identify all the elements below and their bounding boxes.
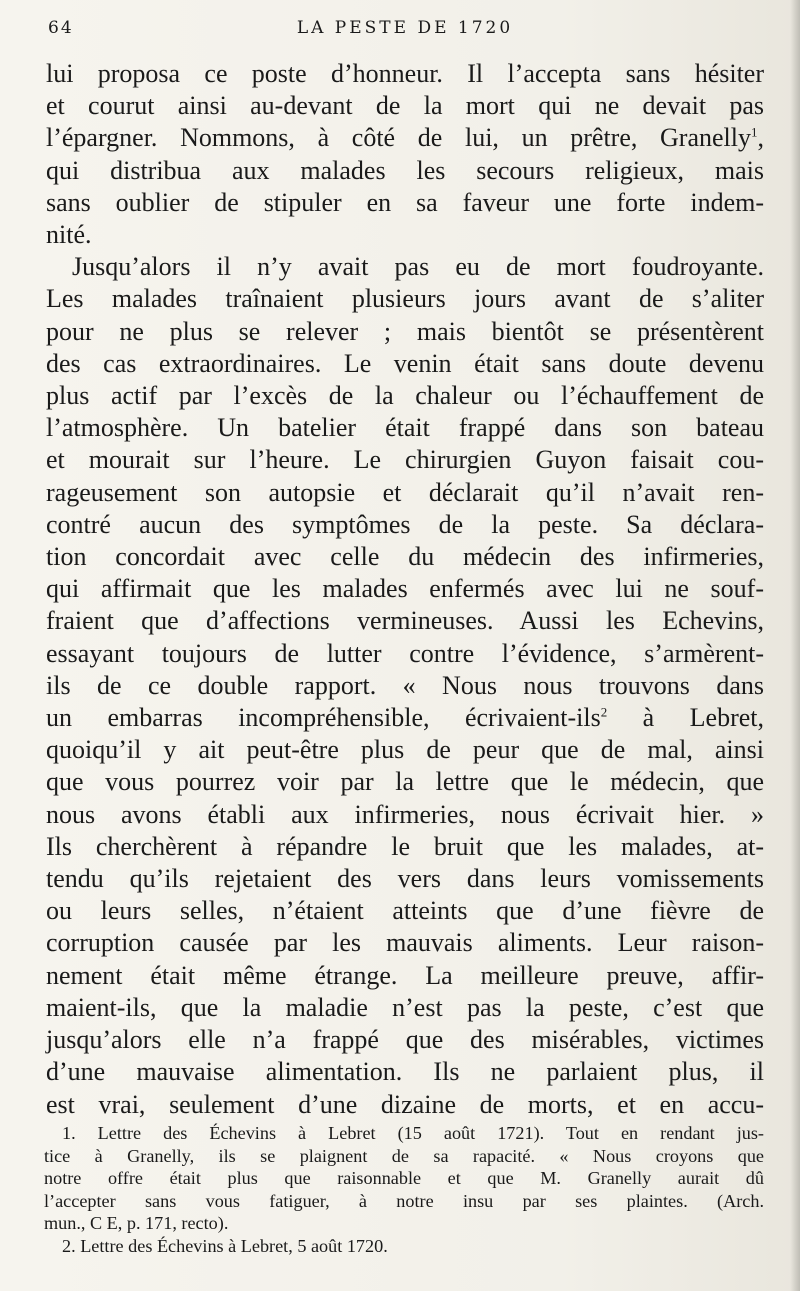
text-line	[46, 412, 764, 444]
line-text: Ils cherchèrent à répandre le bruit que les malades, at-	[46, 831, 764, 861]
line-text: 2. Lettre des Échevins à Lebret, 5 août 1720.	[62, 1235, 388, 1256]
line-text: fraient que d’affections vermineuses. Aussi les Echevins,	[46, 606, 764, 636]
text-line	[44, 1167, 764, 1190]
line-text: ils de ce double rapport. « Nous nous trouvons dans	[46, 670, 764, 700]
text-line	[46, 1024, 764, 1056]
body-text	[46, 58, 764, 1121]
text-line	[46, 573, 764, 605]
line-text: et mourait sur l’heure. Le chirurgien Guyon faisait cou-	[46, 445, 764, 475]
line-text: tion concordait avec celle du médecin des infirmeries,	[46, 542, 764, 572]
line-text: contré aucun des symptômes de la peste. Sa déclara-	[46, 509, 764, 539]
text-line	[46, 380, 764, 412]
line-text: 1. Lettre des Échevins à Lebret (15 août 1721). Tout en rendant jus-	[62, 1123, 764, 1143]
line-text: un embarras incompréhensible, écrivaient-ils	[46, 703, 601, 733]
line-text: quoiqu’il y ait peut-être plus de peur que de mal, ainsi	[46, 735, 764, 765]
text-line	[46, 831, 764, 863]
text-line	[46, 477, 764, 509]
text-line	[46, 638, 764, 670]
line-text: d’une mauvaise alimentation. Ils ne parlaient plus, il	[46, 1057, 764, 1087]
text-line	[46, 122, 764, 154]
line-text: l’atmosphère. Un batelier était frappé dans son bateau	[46, 413, 764, 443]
paragraph	[46, 58, 764, 251]
line-text: jusqu’alors elle n’a frappé que des misérables, victimes	[46, 1025, 764, 1055]
text-line	[46, 734, 764, 766]
text-line	[46, 155, 764, 187]
text-line	[44, 1122, 764, 1145]
running-title: LA PESTE DE 1720	[296, 18, 514, 38]
line-text: plus actif par l’excès de la chaleur ou l’échauffement de	[46, 381, 764, 411]
line-text: Les malades traînaient plusieurs jours avant de s’aliter	[46, 284, 764, 314]
text-line	[46, 960, 764, 992]
line-text: maient-ils, que la maladie n’est pas la peste, c’est que	[46, 992, 764, 1022]
line-text: mun., C E, p. 171, recto).	[44, 1213, 229, 1234]
line-text: essayant toujours de lutter contre l’évidence, s’armèrent-	[46, 638, 764, 668]
line-text: Jusqu’alors il n’y avait pas eu de mort foudroyante.	[72, 252, 764, 282]
footnote	[44, 1235, 764, 1258]
line-text: pour ne plus se relever ; mais bientôt se présentèrent	[46, 316, 764, 346]
line-text-after: ,	[757, 123, 764, 153]
line-text: des cas extraordinaires. Le venin était sans doute devenu	[46, 348, 764, 378]
text-line	[46, 187, 764, 219]
line-text: qui affirmait que les malades enfermés avec lui ne souf-	[46, 574, 764, 604]
line-text: l’accepter sans vous fatiguer, à notre insu par ses plaintes. (Arch.	[44, 1190, 764, 1211]
text-line	[46, 670, 764, 702]
page-number: 64	[48, 18, 74, 38]
text-line	[44, 1212, 764, 1235]
text-line	[46, 895, 764, 927]
text-line	[46, 316, 764, 348]
line-text: corruption causée par les mauvais aliments. Leur raison-	[46, 928, 764, 958]
text-line	[46, 219, 764, 251]
text-line	[46, 863, 764, 895]
line-text: ou leurs selles, n’étaient atteints que d’une fièvre de	[46, 896, 764, 926]
footnote	[44, 1122, 764, 1235]
text-line	[46, 348, 764, 380]
footnotes	[44, 1122, 764, 1258]
text-line	[46, 90, 764, 122]
text-line	[46, 444, 764, 476]
text-line	[46, 799, 764, 831]
line-text: lui proposa ce poste d’honneur. Il l’accepta sans hésiter	[46, 59, 764, 88]
paragraph	[46, 251, 764, 1120]
text-line	[46, 927, 764, 959]
text-line	[46, 605, 764, 637]
text-line	[46, 1056, 764, 1088]
line-text-after: à Lebret,	[607, 703, 764, 733]
line-text: nous avons établi aux infirmeries, nous écrivait hier. »	[46, 799, 764, 829]
line-text: et courut ainsi au-devant de la mort qui ne devait pas	[46, 91, 764, 121]
text-line	[46, 541, 764, 573]
line-text: qui distribua aux malades les secours religieux, mais	[46, 155, 764, 185]
line-text: est vrai, seulement d’une dizaine de morts, et en accu-	[46, 1089, 764, 1119]
line-text: tice à Granelly, ils se plaignent de sa rapacité. « Nous croyons que	[44, 1145, 764, 1166]
line-text: que vous pourrez voir par la lettre que le médecin, que	[46, 767, 764, 797]
text-line	[46, 1089, 764, 1121]
line-text: sans oublier de stipuler en sa faveur une forte indem-	[46, 187, 764, 217]
text-line	[46, 766, 764, 798]
line-text: rageusement son autopsie et déclarait qu’il n’avait ren-	[46, 477, 764, 507]
text-line	[46, 58, 764, 90]
footnote-reference: 2	[600, 704, 608, 720]
text-line	[44, 1235, 764, 1258]
text-line	[46, 702, 764, 734]
line-text: nement était même étrange. La meilleure preuve, affir-	[46, 960, 764, 990]
line-text: tendu qu’ils rejetaient des vers dans leurs vomissements	[46, 864, 764, 894]
line-text: l’épargner. Nommons, à côté de lui, un prêtre, Granelly	[46, 123, 751, 153]
line-text: notre offre était plus que raisonnable et que M. Granelly aurait dû	[44, 1168, 764, 1189]
text-line	[46, 509, 764, 541]
text-line	[46, 283, 764, 315]
text-line	[44, 1190, 764, 1213]
page-edge-shadow	[790, 0, 800, 1291]
line-text: nité.	[46, 220, 92, 250]
text-line	[44, 1145, 764, 1168]
text-line	[46, 251, 764, 283]
page-header	[48, 18, 762, 48]
footnote-reference: 1	[751, 124, 758, 140]
text-line	[46, 992, 764, 1024]
